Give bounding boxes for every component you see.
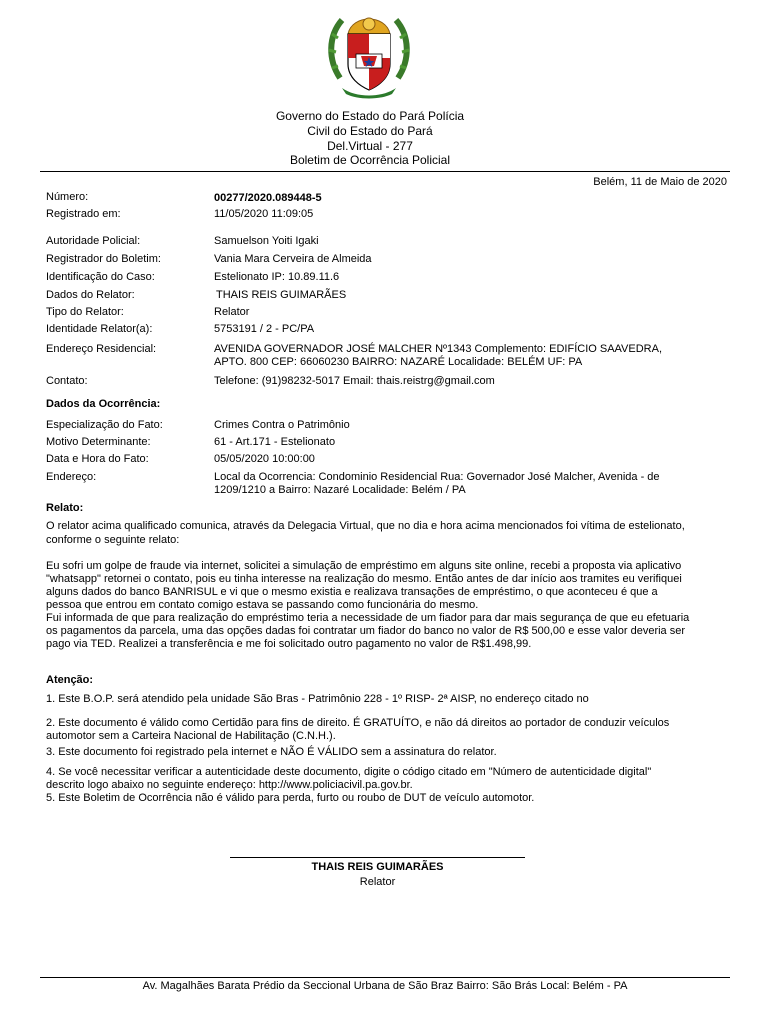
atencao-item-2-line-1: 2. Este documento é válido como Certidão para fins de direito. É GRATUÍTO, e não dá direitos ao portador de conduzir veículos <box>46 717 670 729</box>
footer-address: Av. Magalhães Barata Prédio da Seccional Urbana de São Braz Bairro: São Brás Local: Belém - PA <box>142 980 628 992</box>
tipo-relator-value: Relator <box>214 306 250 318</box>
especializacao-value: Crimes Contra o Patrimônio <box>214 419 350 431</box>
relato-body-line-3: alguns dados do banco BANRISUL e vi que o mesmo existia e realizava transações de empréstimo, o que aconteceu é que a <box>46 586 658 598</box>
relato-body-line-5: Fui informada de que para realização do empréstimo teria a necessidade de um fiador para dar mais segurança de que eu efetuaria <box>46 612 690 624</box>
dados-relator-label: Dados do Relator: <box>46 289 135 301</box>
header-line-2: Civil do Estado do Pará <box>307 124 433 138</box>
ocorrencia-title: Dados da Ocorrência: <box>46 398 161 410</box>
motivo-value: 61 - Art.171 - Estelionato <box>214 436 336 448</box>
autoridade-value: Samuelson Yoiti Igaki <box>214 235 319 247</box>
header-line-1: Governo do Estado do Pará Polícia <box>275 109 465 123</box>
endereco-value-1: Local da Ocorrencia: Condominio Residencial Rua: Governador José Malcher, Avenida - de <box>214 471 660 483</box>
endereco-res-value-1: AVENIDA GOVERNADOR JOSÉ MALCHER Nº1343 Complemento: EDIFÍCIO SAAVEDRA, <box>214 343 663 355</box>
endereco-label: Endereço: <box>46 471 97 483</box>
contato-value: Telefone: (91)98232-5017 Email: thais.reistrg@gmail.com <box>214 375 495 387</box>
relato-intro-2: conforme o seguinte relato: <box>46 534 180 546</box>
signature-role: Relator <box>359 876 396 888</box>
numero-value: 00277/2020.089448-5 <box>214 192 322 204</box>
atencao-item-4-line-1: 4. Se você necessitar verificar a autenticidade deste documento, digite o código citado em "Número de autenticidade digital" <box>46 766 652 778</box>
relato-body-line-6: os pagamentos da parcela, uma das opções dadas foi contratar um fiador do banco no valor de R$ 500,00 e esse valor deveria ser <box>46 625 685 637</box>
registrador-label: Registrador do Boletim: <box>46 253 161 265</box>
atencao-title: Atenção: <box>46 674 94 686</box>
coat-of-arms-logo <box>326 8 412 100</box>
endereco-res-value-2: APTO. 800 CEP: 66060230 BAIRRO: NAZARÉ Localidade: BELÉM UF: PA <box>214 356 583 368</box>
identidade-value: 5753191 / 2 - PC/PA <box>214 323 315 335</box>
header-divider <box>40 171 730 172</box>
especializacao-label: Especialização do Fato: <box>46 419 163 431</box>
relato-body-line-2: "whatsapp" retornei o contato, pois eu tinha interesse na realização do mesmo. Então antes de dar início aos tramites eu verifiquei <box>46 573 682 585</box>
relato-title: Relato: <box>46 502 84 514</box>
registrado-value: 11/05/2020 11:09:05 <box>214 208 314 220</box>
atencao-item-5: 5. Este Boletim de Ocorrência não é válido para perda, furto ou roubo de DUT de veículo automotor. <box>46 792 535 804</box>
signature-name: THAIS REIS GUIMARÃES <box>311 861 444 873</box>
header-line-4: Boletim de Ocorrência Policial <box>289 153 451 167</box>
footer-divider <box>40 977 730 978</box>
signature-line <box>230 857 525 858</box>
atencao-item-2-line-2: automotor sem a Carteira Nacional de Habilitação (C.N.H.). <box>46 730 336 742</box>
registrado-label: Registrado em: <box>46 208 121 220</box>
identificacao-label: Identificação do Caso: <box>46 271 155 283</box>
endereco-value-2: 1209/1210 a Bairro: Nazaré Localidade: Belém / PA <box>214 484 466 496</box>
relato-intro-1: O relator acima qualificado comunica, através da Delegacia Virtual, que no dia e hora acima mencionados foi vítima de estelionato, <box>46 520 685 532</box>
data-hora-value: 05/05/2020 10:00:00 <box>214 453 315 465</box>
dados-relator-value: THAIS REIS GUIMARÃES <box>216 289 347 301</box>
identidade-label: Identidade Relator(a): <box>46 323 153 335</box>
relato-body-line-1: Eu sofri um golpe de fraude via internet, solicitei a simulação de empréstimo em alguns site online, recebi a proposta via aplicativo <box>46 560 682 572</box>
tipo-relator-label: Tipo do Relator: <box>46 306 124 318</box>
atencao-item-1: 1. Este B.O.P. será atendido pela unidade São Bras - Patrimônio 228 - 1º RISP- 2ª AISP, no endereço citado no <box>46 693 589 705</box>
atencao-item-4-line-2: descrito logo abaixo no seguinte endereço: http://www.policiacivil.pa.gov.br. <box>46 779 413 791</box>
endereco-res-label: Endereço Residencial: <box>46 343 157 355</box>
registrador-value: Vania Mara Cerveira de Almeida <box>214 253 372 265</box>
data-hora-label: Data e Hora do Fato: <box>46 453 149 465</box>
date-place: Belém, 11 de Maio de 2020 <box>593 176 727 188</box>
contato-label: Contato: <box>46 375 88 387</box>
numero-label: Número: <box>46 191 89 203</box>
identificacao-value: Estelionato IP: 10.89.11.6 <box>214 271 340 283</box>
relato-body-line-7: pago via TED. Realizei a transferência e me foi solicitado outro pagamento no valor de R$1.498,99. <box>46 638 532 650</box>
header-line-3: Del.Virtual - 277 <box>327 139 413 153</box>
atencao-item-3: 3. Este documento foi registrado pela internet e NÃO É VÁLIDO sem a assinatura do relator. <box>46 746 497 758</box>
motivo-label: Motivo Determinante: <box>46 436 151 448</box>
relato-body-line-4: pessoa que entrou em contato comigo estava se passando como funcionária do mesmo. <box>46 599 479 611</box>
autoridade-label: Autoridade Policial: <box>46 235 141 247</box>
